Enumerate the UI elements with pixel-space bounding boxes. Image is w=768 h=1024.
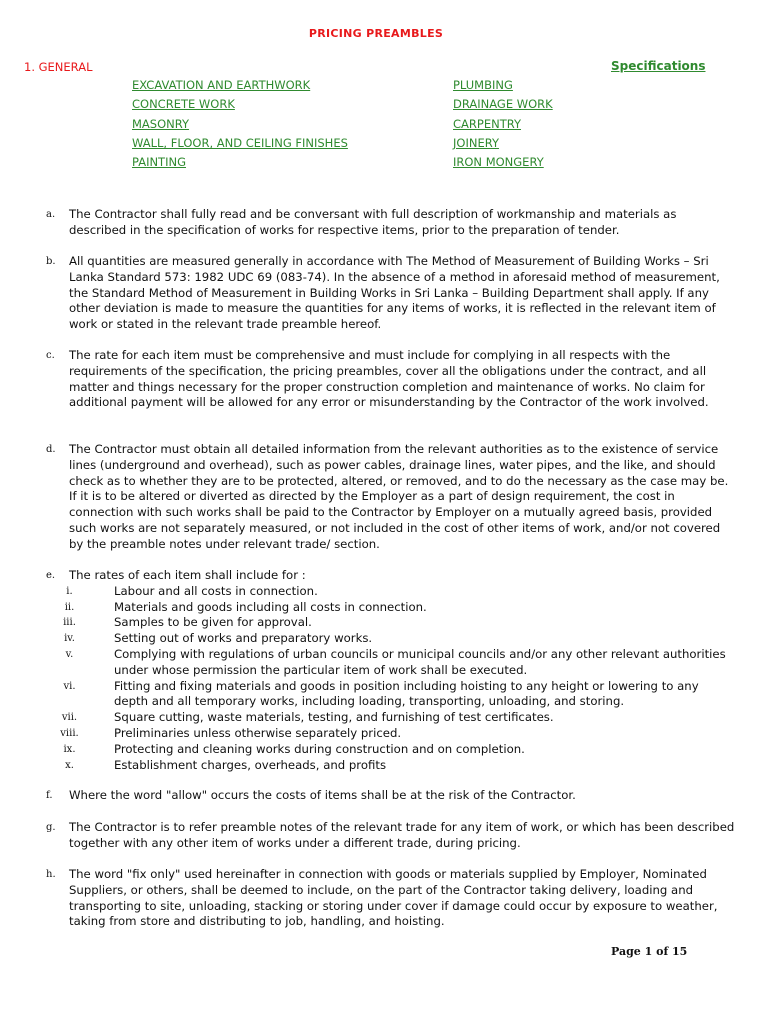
list-item — [46, 710, 736, 726]
page-title: PRICING PREAMBLES — [308, 27, 444, 40]
paragraph-label: g. — [46, 822, 56, 833]
link-excavation-earthwork[interactable]: EXCAVATION AND EARTHWORK — [132, 78, 311, 92]
list-item-label: vi. — [63, 680, 76, 692]
paragraph-label: c. — [46, 350, 55, 361]
paragraph-a — [46, 207, 736, 239]
paragraph-label: f. — [46, 790, 53, 801]
list-item — [46, 742, 736, 758]
list-item — [46, 600, 736, 616]
list-item-text: Labour and all costs in connection. — [114, 583, 318, 598]
paragraph-text: The Contractor is to refer preamble notes of the relevant trade for any item of work, or which has been described together with any other item of works under a different trade, during pricing. — [69, 820, 735, 850]
paragraph-text: The rates of each item shall include for : — [69, 568, 306, 582]
paragraph-e — [46, 568, 736, 773]
list-item — [46, 679, 736, 711]
paragraph-h — [46, 867, 736, 930]
list-item-label: iv. — [64, 633, 75, 645]
link-iron-mongery[interactable]: IRON MONGERY — [453, 155, 544, 170]
paragraph-text: All quantities are measured generally in accordance with The Method of Measurement of Building Works – Sri Lanka Standard 573: 1982 UDC 69 (083-74). In the absence of a method in aforesaid method of measurement, the Standard Method of Measurement in Building Works in Sri Lanka – Building Department shall apply. If any other deviation is made to measure the quantities for any items of works, it is reflected in the relevant item of work or stated in the relevant trade preamble hereof. — [69, 254, 720, 332]
link-joinery[interactable]: JOINERY — [453, 135, 499, 150]
list-item-label: x. — [65, 759, 74, 771]
list-item — [46, 631, 736, 647]
list-item-label: ii. — [64, 601, 75, 613]
paragraph-text: Where the word "allow" occurs the costs of items shall be at the risk of the Contractor. — [69, 788, 576, 802]
list-item-text: Setting out of works and preparatory works. — [114, 631, 373, 646]
paragraph-text: The word "fix only" used hereinafter in connection with goods or materials supplied by Employer, Nominated Suppliers, or others, shall be deemed to include, on the part of the Contractor taking delivery, loading and transporting to site, unloading, stacking or storing under cover if damage could occur by exposure to weather, taking from store and distributing to job, handling, and hoisting. — [69, 867, 718, 929]
list-item — [46, 615, 736, 631]
paragraph-text: The rate for each item must be comprehensive and must include for complying in all respects with the requirements of the specification, the pricing preambles, cover all the obligations under the contract, and all matter and things necessary for the proper construction completion and maintenance of works. No claim for additional payment will be allowed for any error or misunderstanding by the Contractor of the work involved. — [69, 348, 709, 410]
page-number: Page 1 of 15 — [611, 945, 688, 958]
paragraph-f — [46, 788, 736, 804]
list-item-text: Square cutting, waste materials, testing, and furnishing of test certificates. — [114, 710, 554, 725]
list-item — [46, 726, 736, 742]
spec-links-left — [132, 76, 348, 172]
list-item-text: Materials and goods including all costs in connection. — [114, 599, 427, 614]
paragraph-b — [46, 254, 736, 333]
paragraph-d — [46, 442, 736, 553]
spec-links-right — [453, 76, 553, 172]
list-item-label: iii. — [63, 617, 76, 629]
paragraph-label: h. — [46, 869, 56, 880]
link-masonry[interactable]: MASONRY — [132, 116, 190, 131]
list-item-text: Protecting and cleaning works during construction and on completion. — [114, 741, 525, 756]
list-item-text: Fitting and fixing materials and goods in position including hoisting to any height or lowering to any depth and all temporary works, including loading, transporting, unloading, and storing. — [114, 678, 699, 709]
paragraph-label: a. — [46, 209, 56, 220]
paragraph-label: e. — [46, 570, 56, 581]
paragraph-label: b. — [46, 256, 56, 267]
list-item-text: Samples to be given for approval. — [114, 615, 312, 630]
list-item-label: i. — [66, 585, 73, 597]
link-plumbing[interactable]: PLUMBING — [453, 78, 513, 92]
list-item-label: v. — [65, 648, 74, 660]
specifications-link[interactable]: Specifications — [611, 59, 706, 73]
paragraph-text: The Contractor shall fully read and be conversant with full description of workmanship and materials as described in the specification of works for respective items, prior to the preparation of tender. — [69, 207, 677, 237]
list-item — [46, 584, 736, 600]
link-concrete-work[interactable]: CONCRETE WORK — [132, 97, 235, 112]
list-item-text: Establishment charges, overheads, and profits — [114, 757, 387, 772]
paragraph-text: The Contractor must obtain all detailed information from the relevant authorities as to the existence of service lines (underground and overhead), such as power cables, drainage lines, water pipes, and the like, and should check as to whether they are to be protected, altered, or removed, and to do the necessary as the case may be. If it is to be altered or diverted as directed by the Employer as a part of design requirement, the cost in connection with such works shall be paid to the Contractor by Employer on a mutually agreed basis, provided such works are not separately measured, or not included in the cost of other items of work, and/or not covered by the preamble notes under relevant trade/ section. — [69, 442, 729, 551]
list-item-label: vii. — [61, 712, 78, 724]
list-item-label: ix. — [63, 743, 76, 755]
paragraph-g — [46, 820, 736, 852]
list-item-text: Complying with regulations of urban councils or municipal councils and/or any other relevant authorities under whose permission the particular item of work shall be executed. — [114, 646, 726, 677]
paragraph-label: d. — [46, 444, 56, 455]
list-item — [46, 758, 736, 774]
link-wall-floor-ceiling-finishes[interactable]: WALL, FLOOR, AND CEILING FINISHES — [132, 135, 348, 150]
section-heading-general: 1. GENERAL — [24, 60, 93, 74]
link-carpentry[interactable]: CARPENTRY — [453, 116, 521, 131]
inclusion-list — [46, 584, 736, 774]
list-item-text: Preliminaries unless otherwise separately priced. — [114, 725, 402, 740]
link-painting[interactable]: PAINTING — [132, 155, 186, 170]
list-item — [46, 647, 736, 679]
link-drainage-work[interactable]: DRAINAGE WORK — [453, 97, 553, 112]
paragraph-c — [46, 348, 736, 411]
list-item-label: viii. — [60, 727, 79, 739]
